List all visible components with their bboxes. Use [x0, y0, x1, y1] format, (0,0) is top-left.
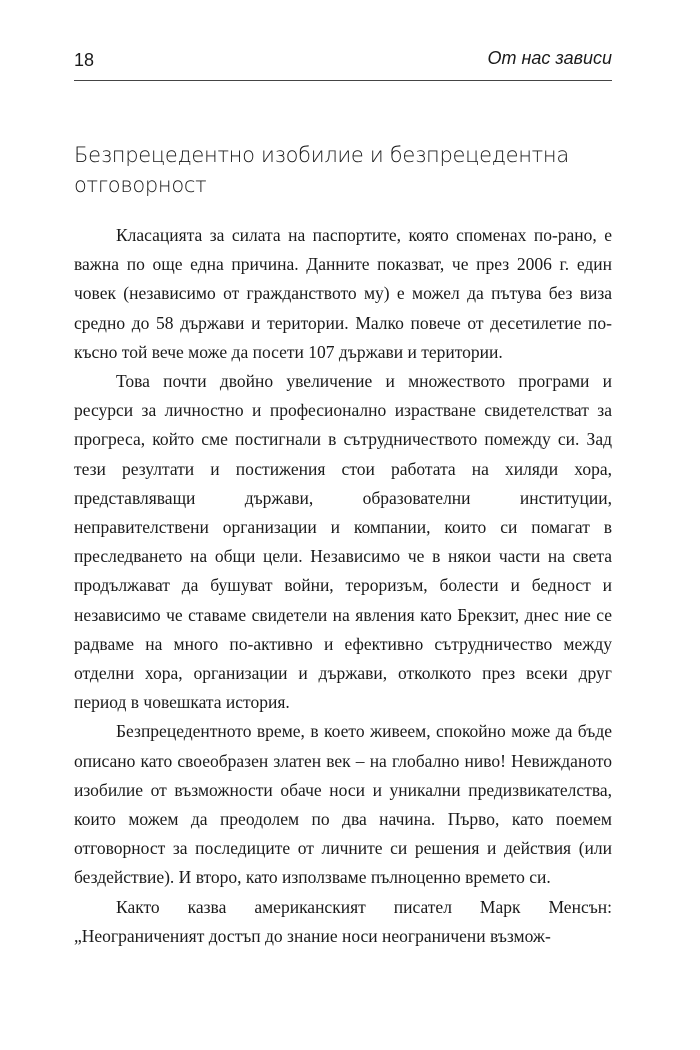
- page-number: 18: [74, 50, 95, 70]
- paragraph: Класацията за силата на паспортите, която споменах по-рано, е важна по още една причина. Данните показват, че през 2006 г. един човек (независимо от гражданството му) е можел да пътува без виза средно до 58 държави и територии. Малко повече от десетилетие по-късно той вече може да посети 107 държави и територии.: [74, 225, 612, 362]
- paragraph: Както казва американският писател Марк Менсън: „Неограниченият достъп до знание носи неограничени възмож-: [74, 896, 612, 946]
- paragraph: Безпрецедентното време, в което живеем, спокойно може да бъде описано като своеобразен златен век – на глобално ниво! Невижданото изобилие от възможности обаче носи и уникални предизвикателства, които можем да преодолем по два начина. Първо, като поемем отговорност за последиците от личните си решения и действия (или бездействие). И второ, като използваме пълноценно времето си.: [74, 721, 612, 888]
- paragraph: Това почти двойно увеличение и множеството програми и ресурси за личностно и професионално израстване свидетелстват за прогреса, който сме постигнали в сътрудничеството помежду си. Зад тези резултати и постижения стои работата на хиляди хора, представляващи държави, образователни институции, неправителствени организации и компании, които си помагат в преследването на общи цели. Независимо че в някои части на света продължават да бушуват войни, тероризъм, болести и бедност и независимо че ставаме свидетели на явления като Брекзит, днес ние се радваме на много по-активно и ефективно сътрудничество между отделни хора, организации и държави, отколкото през всеки друг период в човешката история.: [74, 371, 612, 713]
- section-title: Безпрецедентно изобилие и безпрецедентна отговорност: [74, 143, 569, 197]
- body-text: [74, 221, 612, 951]
- page-header: [74, 44, 612, 81]
- running-head: От нас зависи: [487, 48, 612, 68]
